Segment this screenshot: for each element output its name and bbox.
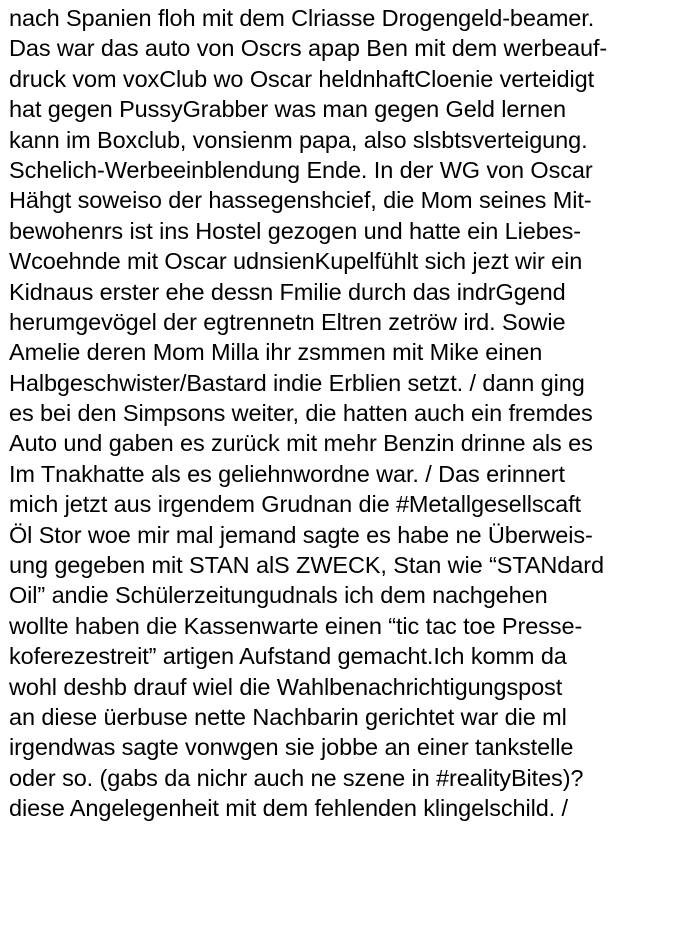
text-line: oder so. (gabs da nichr auch ne szene in #realityBites)? bbox=[9, 764, 584, 791]
body-text bbox=[9, 3, 681, 824]
text-line: Oil” andie Schülerzeitungudnals ich dem nachgehen bbox=[9, 582, 548, 609]
text-line: druck vom voxClub wo Oscar heldnhaftCloenie verteidigt bbox=[9, 65, 594, 92]
text-line: Öl Stor woe mir mal jemand sagte es habe ne Überweis- bbox=[9, 521, 593, 548]
text-line: an diese üerbuse nette Nachbarin gerichtet war die ml bbox=[9, 703, 567, 730]
text-line: kann im Boxclub, vonsienm papa, also slsbtsverteigung. bbox=[9, 126, 588, 153]
text-line: Halbgeschwister/Bastard indie Erblien setzt. / dann ging bbox=[9, 369, 585, 396]
text-line: wollte haben die Kassenwarte einen “tic tac toe Presse- bbox=[9, 612, 583, 639]
text-line: Im Tnakhatte als es geliehnwordne war. / Das erinnert bbox=[9, 460, 565, 487]
text-line: Amelie deren Mom Milla ihr zsmmen mit Mike einen bbox=[9, 339, 543, 366]
text-line: wohl deshb drauf wiel die Wahlbenachrichtigungspost bbox=[9, 673, 563, 700]
text-line: Das war das auto von Oscrs apap Ben mit dem werbeauf- bbox=[9, 35, 608, 62]
text-line: koferezestreit” artigen Aufstand gemacht.Ich komm da bbox=[9, 643, 567, 670]
text-line: es bei den Simpsons weiter, die hatten auch ein fremdes bbox=[9, 400, 593, 427]
text-line: mich jetzt aus irgendem Grudnan die #Metallgesellscaft bbox=[9, 491, 581, 518]
text-line: ung gegeben mit STAN alS ZWECK, Stan wie “STANdard bbox=[9, 552, 604, 579]
text-line: irgendwas sagte vonwgen sie jobbe an einer tankstelle bbox=[9, 734, 574, 761]
text-line: diese Angelegenheit mit dem fehlenden klingelschild. / bbox=[9, 795, 568, 822]
text-line: bewohenrs ist ins Hostel gezogen und hatte ein Liebes- bbox=[9, 217, 582, 244]
text-line: nach Spanien floh mit dem Clriasse Drogengeld-beamer. bbox=[9, 5, 595, 31]
text-line: herumgevögel der egtrennetn Eltren zetröw ird. Sowie bbox=[9, 308, 566, 335]
text-line: Kidnaus erster ehe dessn Fmilie durch das indrGgend bbox=[9, 278, 566, 305]
text-line: hat gegen PussyGrabber was man gegen Geld lernen bbox=[9, 96, 566, 123]
text-line: Wcoehnde mit Oscar udnsienKupelfühlt sich jezt wir ein bbox=[9, 248, 583, 275]
text-line: Schelich-Werbeeinblendung Ende. In der WG von Oscar bbox=[9, 156, 593, 183]
text-line: Auto und gaben es zurück mit mehr Benzin drinne als es bbox=[9, 430, 593, 457]
text-line: Hähgt soweiso der hassegenshcief, die Mom seines Mit- bbox=[9, 187, 592, 214]
